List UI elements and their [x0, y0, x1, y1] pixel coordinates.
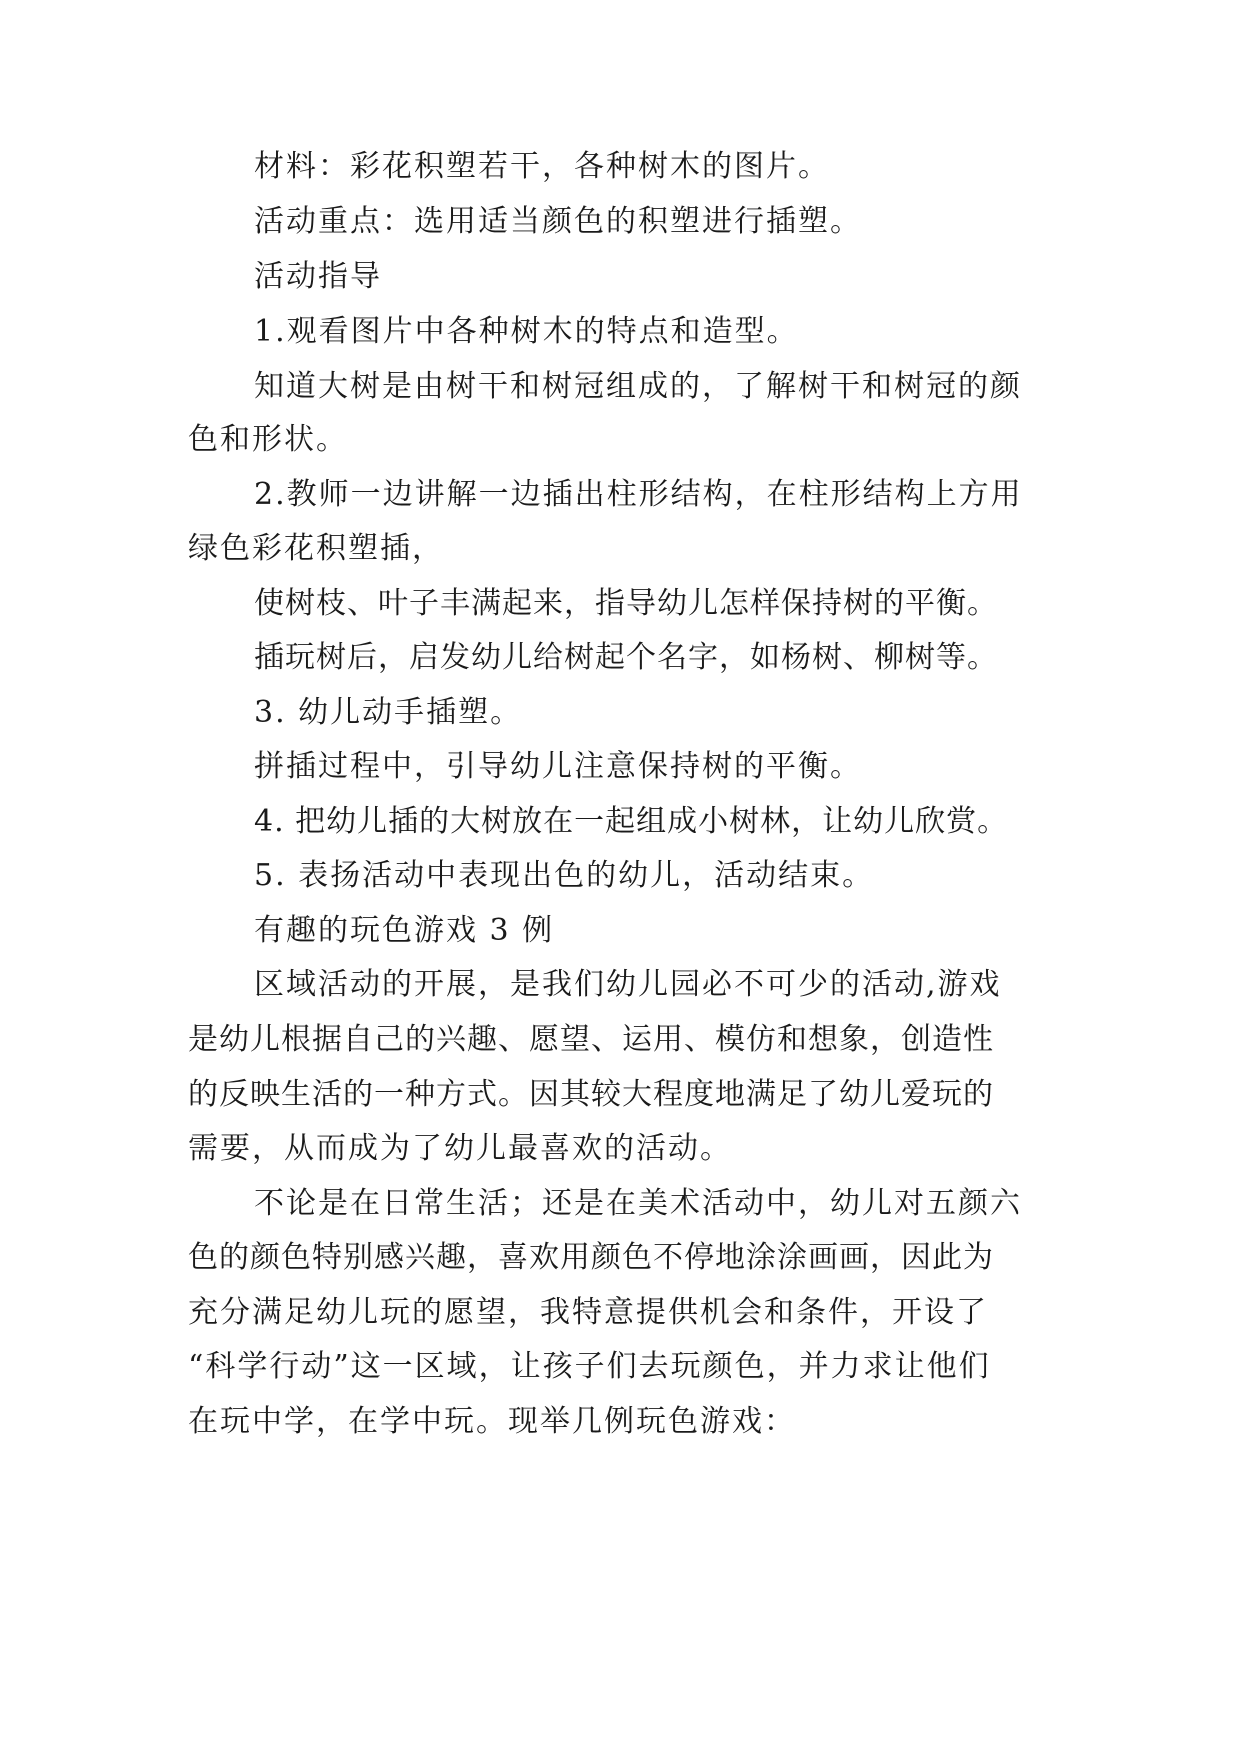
section-title: 有趣的玩色游戏 3 例	[254, 913, 555, 948]
paragraph-line: 是幼儿根据自己的兴趣、愿望、运用、模仿和想象，创造性	[188, 1022, 994, 1057]
paragraph-line: 充分满足幼儿玩的愿望，我特意提供机会和条件，开设了	[188, 1295, 988, 1330]
paragraph-line: 色和形状。	[188, 422, 348, 457]
paragraph-line: 不论是在日常生活；还是在美术活动中，幼儿对五颜六	[254, 1186, 1022, 1221]
paragraph-line: 使树枝、叶子丰满起来，指导幼儿怎样保持树的平衡。	[254, 586, 998, 621]
materials-line: 材料：彩花积塑若干，各种树木的图片。	[254, 149, 830, 184]
activity-focus-line: 活动重点：选用适当颜色的积塑进行插塑。	[254, 204, 862, 239]
paragraph-line: 插玩树后，启发幼儿给树起个名字，如杨树、柳树等。	[254, 640, 998, 675]
paragraph-line: 需要，从而成为了幼儿最喜欢的活动。	[188, 1131, 732, 1166]
step-5-line: 5. 表扬活动中表现出色的幼儿，活动结束。	[254, 858, 875, 893]
paragraph-line: 的反映生活的一种方式。因其较大程度地满足了幼儿爱玩的	[188, 1077, 994, 1112]
paragraph-line: “科学行动”这一区域，让孩子们去玩颜色，并力求让他们	[188, 1349, 991, 1384]
step-1-line: 1.观看图片中各种树木的特点和造型。	[254, 314, 799, 349]
paragraph-line: 在玩中学，在学中玩。现举几例玩色游戏：	[188, 1404, 796, 1439]
paragraph-line: 色的颜色特别感兴趣，喜欢用颜色不停地涂涂画画，因此为	[188, 1240, 994, 1275]
paragraph-line: 拼插过程中，引导幼儿注意保持树的平衡。	[254, 749, 862, 784]
activity-guide-heading: 活动指导	[254, 259, 382, 294]
step-2-line: 2.教师一边讲解一边插出柱形结构，在柱形结构上方用	[254, 477, 1023, 512]
paragraph-line: 区域活动的开展，是我们幼儿园必不可少的活动,游戏	[254, 967, 1002, 1002]
step-3-line: 3. 幼儿动手插塑。	[254, 695, 523, 730]
step-4-line: 4. 把幼儿插的大树放在一起组成小树林，让幼儿欣赏。	[254, 804, 1009, 839]
paragraph-line: 绿色彩花积塑插，	[188, 531, 444, 566]
paragraph-line: 知道大树是由树干和树冠组成的，了解树干和树冠的颜	[254, 369, 1022, 404]
